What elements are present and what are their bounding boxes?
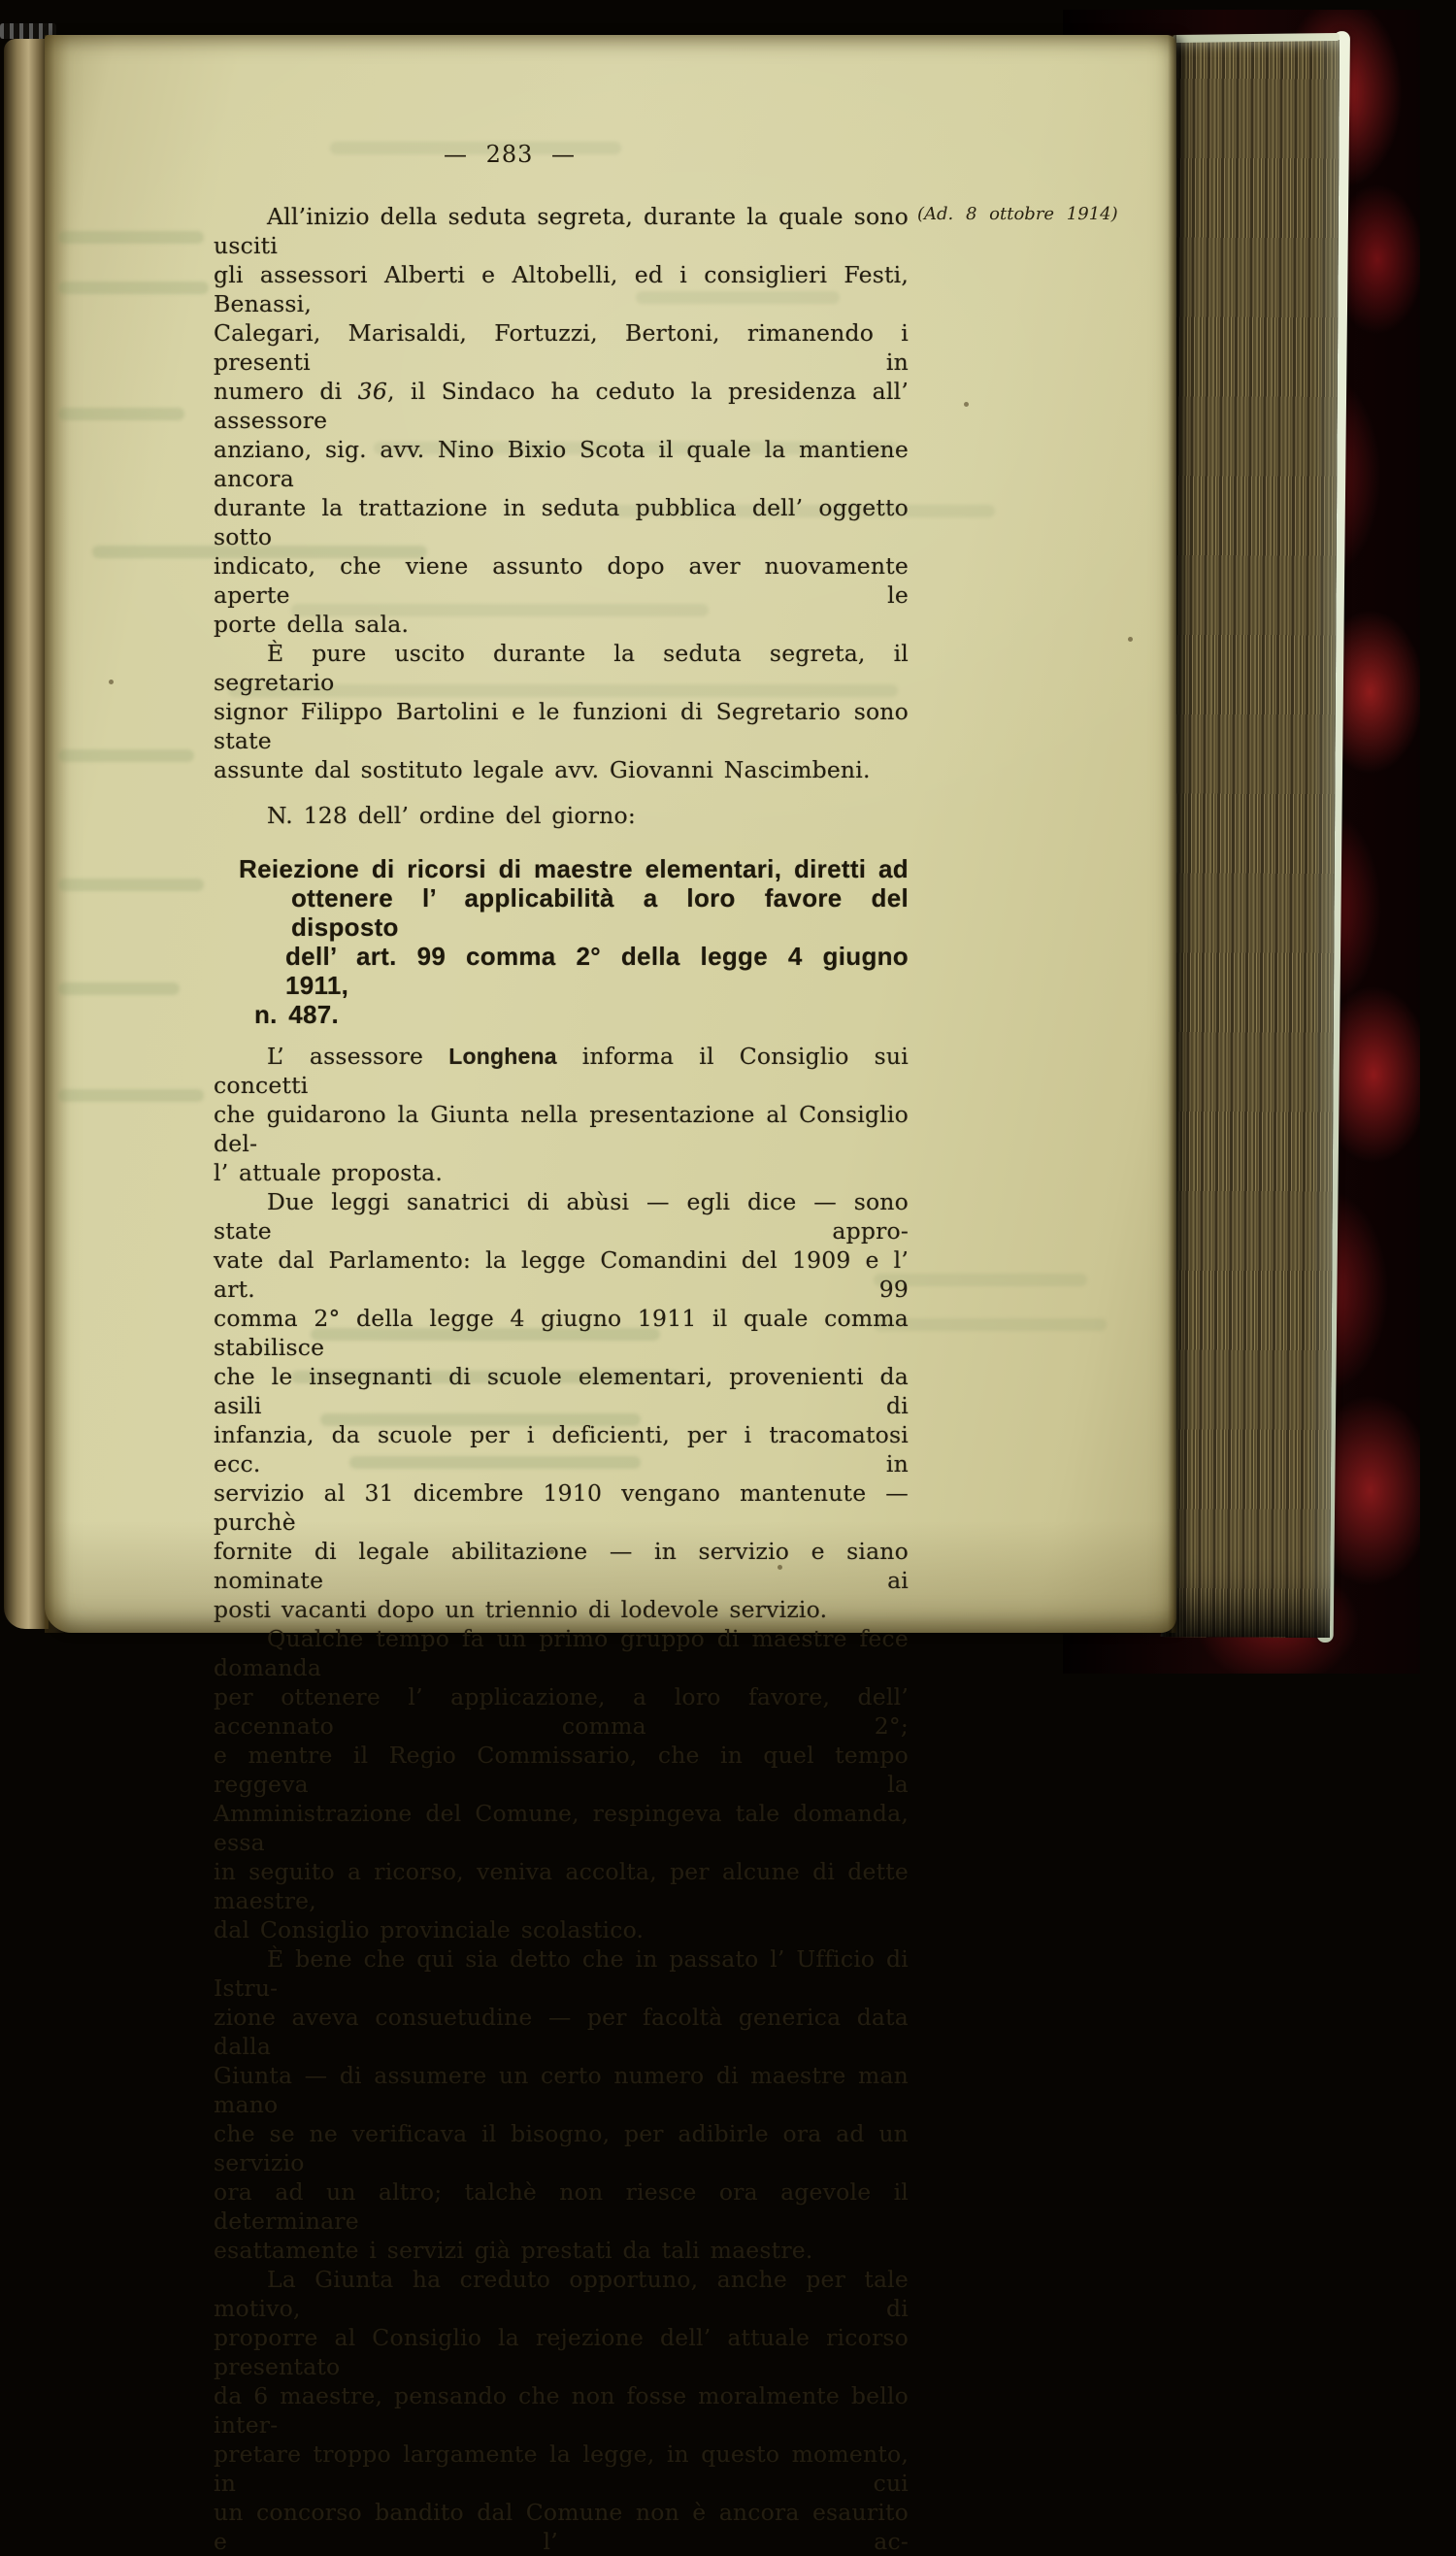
text-line (214, 610, 909, 639)
text-line (214, 202, 909, 260)
text-line (214, 1624, 909, 1682)
text-line (214, 1682, 909, 1741)
speaker-name-bold: Longhena (448, 1044, 557, 1069)
ghost-text-smudge (58, 282, 209, 294)
text-line (214, 1187, 909, 1245)
text-line-segment: Qualche tempo fa un primo gruppo di maestre fece domanda (214, 1625, 909, 1681)
text-line-segment: indicato, che viene assunto dopo aver nuovamente aperte le (214, 552, 909, 609)
text-line (214, 1158, 909, 1187)
text-line (214, 1478, 909, 1537)
paper-speck (1128, 637, 1133, 642)
text-line-segment: e mentre il Regio Commissario, che in quel tempo reggeva la (214, 1742, 909, 1798)
text-line-segment: numero di (214, 378, 358, 405)
text-line (214, 1595, 909, 1624)
page-stack-fore-edge (1161, 39, 1340, 1638)
text-line-segment: posti vacanti dopo un triennio di lodevole servizio. (214, 1596, 828, 1623)
text-line-segment: Due leggi sanatrici di abùsi — egli dice — sono state appro- (214, 1188, 909, 1245)
text-line-segment: porte della sala. (214, 611, 410, 638)
resolution-heading (214, 854, 909, 1029)
text-line-segment: infanzia, da scuole per i deficienti, per i tracomatosi ecc. in (214, 1421, 909, 1477)
text-line-segment: gli assessori Alberti e Altobelli, ed i consiglieri Festi, Benassi, (214, 261, 909, 317)
text-line-segment: fornite di legale abilitazione — in servizio e siano nominate ai (214, 1538, 909, 1594)
text-line (214, 1362, 909, 1420)
text-line-segment: ora ad un altro; talchè non riesce ora agevole il determinare (214, 2178, 909, 2235)
gutter-page-edges (4, 39, 49, 1629)
text-line-segment: All’inizio della seduta segreta, durante la quale sono usciti (214, 203, 909, 259)
text-line (214, 639, 909, 697)
text-line (214, 755, 909, 784)
text-line-segment: che guidarono la Giunta nella presentazione al Consiglio del- (214, 1101, 909, 1157)
text-line-segment: vate dal Parlamento: la legge Comandini del 1909 e l’ art. 99 (214, 1246, 909, 1303)
text-line (214, 1420, 909, 1478)
text-line-segment: Amministrazione del Comune, respingeva tale domanda, essa (214, 1800, 909, 1856)
text-line (214, 2381, 909, 2440)
text-line (214, 260, 909, 318)
ghost-text-smudge (58, 231, 204, 244)
text-line (214, 551, 909, 610)
text-line-segment: da 6 maestre, pensando che non fosse moralmente bello inter- (214, 2382, 909, 2439)
ghost-text-smudge (58, 982, 180, 995)
text-line-segment: signor Filippo Bartolini e le funzioni di Segretario sono state (214, 698, 909, 754)
text-line-segment: l’ attuale proposta. (214, 1159, 443, 1186)
text-line (214, 435, 909, 493)
text-line-segment: zione aveva consuetudine — per facoltà generica data dalla (214, 2004, 909, 2060)
ghost-text-smudge (874, 1318, 1107, 1331)
text-line-segment: È pure uscito durante la seduta segreta, il segretario (214, 640, 909, 696)
text-line (214, 1799, 909, 1857)
text-line (214, 377, 909, 435)
text-line (214, 1042, 909, 1100)
text-line (214, 2498, 909, 2556)
text-line (214, 318, 909, 377)
heading-line (291, 883, 909, 942)
text-line (214, 1304, 909, 1362)
text-line (214, 1915, 909, 1944)
text-line (214, 1944, 909, 2003)
text-line (214, 1537, 909, 1595)
text-line (214, 2265, 909, 2323)
ghost-text-smudge (58, 408, 184, 420)
text-line (214, 493, 909, 551)
text-line-segment: assunte dal sostituto legale avv. Giovanni Nascimbeni. (214, 756, 871, 783)
text-line (214, 697, 909, 755)
text-line-segment: un concorso bandito dal Comune non è ancora esaurito e l’ ac- (214, 2499, 909, 2555)
text-line-segment: Giunta — di assumere un certo numero di maestre man mano (214, 2062, 909, 2118)
text-line-segment: anziano, sig. avv. Nino Bixio Scota il quale la mantiene ancora (214, 436, 909, 492)
text-line-segment: dal Consiglio provinciale scolastico. (214, 1916, 645, 1943)
text-line-segment: in seguito a ricorso, veniva accolta, per alcune di dette maestre, (214, 1858, 909, 1914)
text-line (214, 2323, 909, 2381)
paper-speck (109, 680, 114, 684)
text-line-segment: durante la trattazione in seduta pubblica dell’ oggetto sotto (214, 494, 909, 550)
page-number: — 283 — (443, 141, 577, 168)
text-column (214, 202, 909, 2556)
ghost-text-smudge (58, 749, 194, 762)
heading-line (285, 942, 909, 1000)
text-line-segment: pretare troppo largamente la legge, in questo momento, in cui (214, 2440, 909, 2497)
text-line-segment: La Giunta ha creduto opportuno, anche per tale motivo, di (214, 2266, 909, 2322)
text-line (214, 2236, 909, 2265)
text-line-segment: esattamente i servizi già prestati da tali maestre. (214, 2237, 813, 2264)
text-line-segment: L’ assessore (267, 1043, 449, 1070)
text-line (214, 1857, 909, 1915)
text-line (214, 1741, 909, 1799)
text-line-segment: ottenere l’ applicabilità a loro favore del disposto (291, 883, 909, 942)
ghost-text-smudge (58, 879, 204, 891)
text-line-segment: dell’ art. 99 comma 2° della legge 4 giugno 1911, (285, 942, 909, 1000)
ghost-text-smudge (58, 1089, 204, 1102)
text-line (214, 2003, 909, 2061)
text-line-segment: n. 487. (254, 1000, 340, 1029)
text-line-segment: servizio al 31 dicembre 1910 vengano mantenute — purchè (214, 1479, 909, 1536)
text-line-segment: per ottenere l’ applicazione, a loro favore, dell’ accennato comma 2°; (214, 1683, 909, 1740)
text-line (214, 2119, 909, 2177)
text-line-segment: , il Sindaco ha ceduto la presidenza all’ assessore (214, 378, 909, 434)
text-line-segment: È bene che qui sia detto che in passato l’ Ufficio di Istru- (214, 1945, 909, 2002)
text-line (214, 2440, 909, 2498)
text-line-segment: comma 2° della legge 4 giugno 1911 il quale comma stabilisce (214, 1305, 909, 1361)
text-line-segment: informa il Consiglio sui concetti (214, 1043, 909, 1099)
book-page (45, 35, 1176, 2555)
text-line (214, 2177, 909, 2236)
text-line-segment: che se ne verificava il bisogno, per adibirle ora ad un servizio (214, 2120, 909, 2176)
paper-speck (964, 402, 969, 407)
text-line-segment: Calegari, Marisaldi, Fortuzzi, Bertoni, rimanendo i presenti in (214, 319, 909, 376)
agenda-item-number: N. 128 dell’ ordine del giorno: (267, 802, 636, 829)
text-line (214, 2061, 909, 2119)
heading-line (254, 1000, 909, 1029)
text-line (214, 1245, 909, 1304)
heading-line (239, 854, 909, 883)
text-line-segment: proporre al Consiglio la rejezione dell’ attuale ricorso presentato (214, 2324, 909, 2380)
margin-note-date: (Ad. 8 ottobre 1914) (917, 204, 1118, 224)
text-line-segment: Reiezione di ricorsi di maestre elementari, diretti ad (239, 854, 909, 883)
text-line-segment: che le insegnanti di scuole elementari, provenienti da asili di (214, 1363, 909, 1419)
text-line (214, 1100, 909, 1158)
italic-number: 36 (357, 378, 387, 405)
